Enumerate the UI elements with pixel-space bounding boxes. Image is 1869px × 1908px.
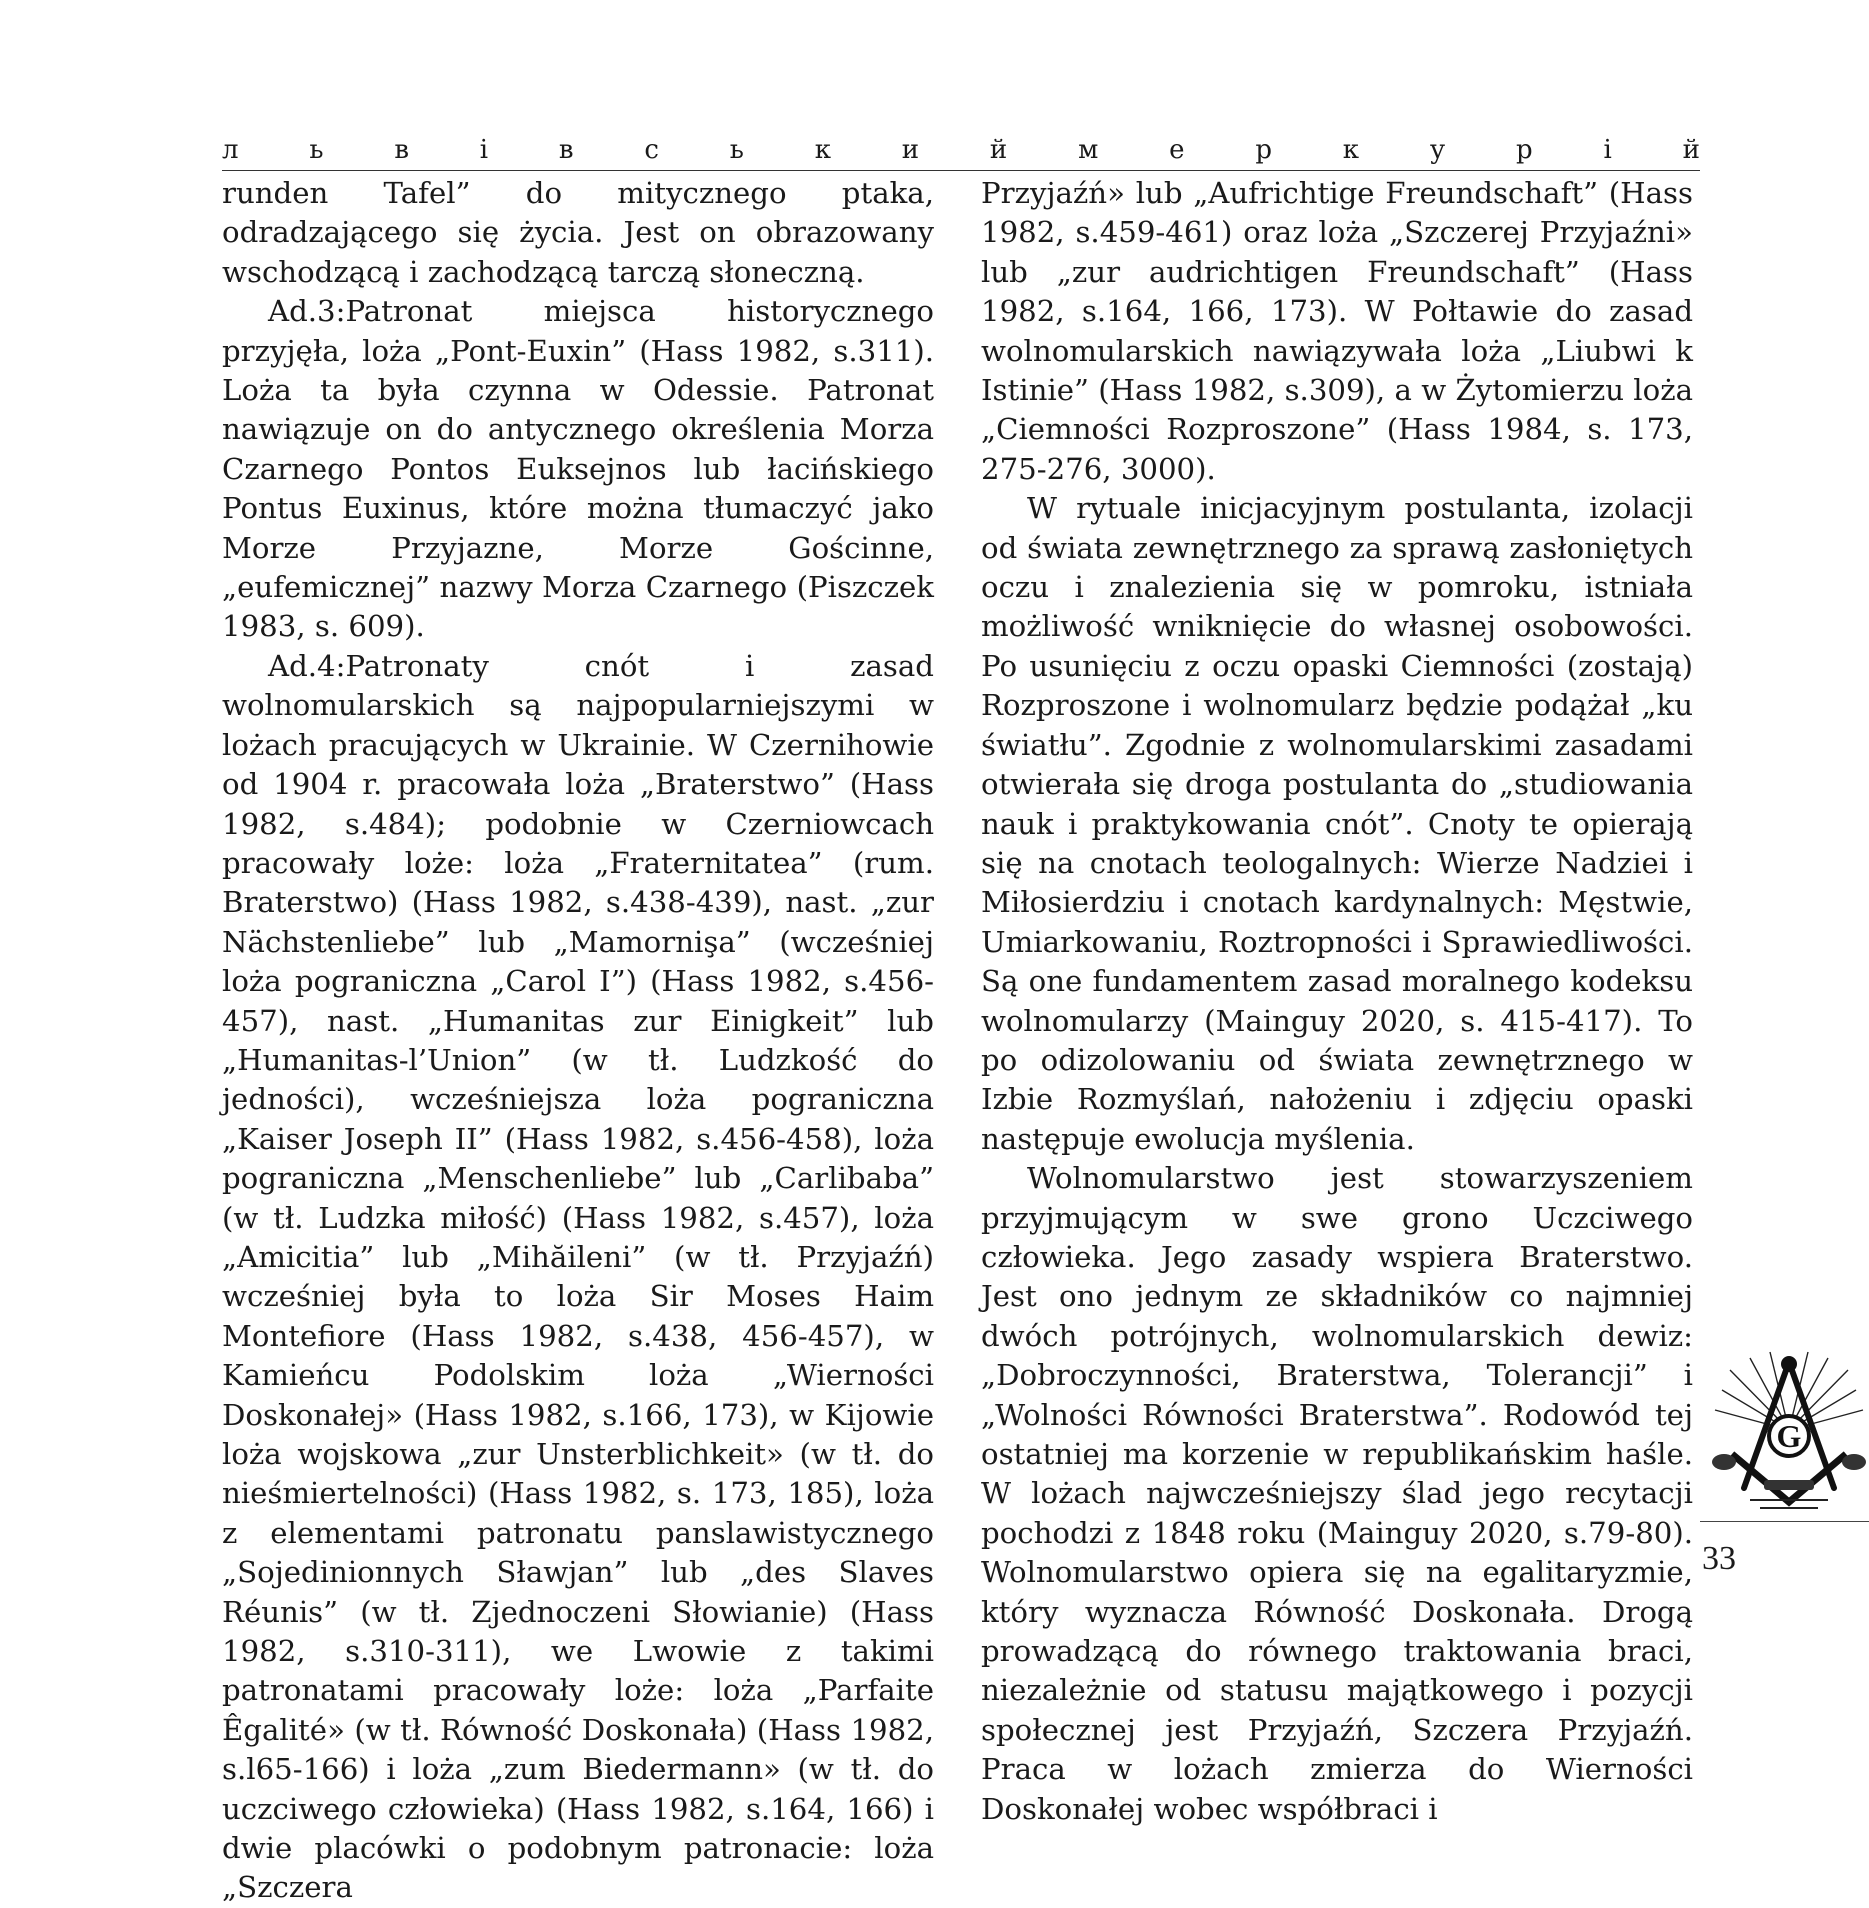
paragraph: Przyjaźń» lub „Aufrichtige Freundschaft” (Hass 1982, s.459-461) oraz loża „Szczerej Przyjaźni» lub „zur audrichtigen Freundschaft” (Hass 1982, s.164, 166, 173). W Połtawie do zasad wolnomularskich nawiązywała loża „Liubwi k Istinie” (Hass 1982, s.309), a w Żytomierzu loża „Ciemności Rozproszone” (Hass 1984, s. 173, 275-276, 3000).	[981, 176, 1693, 486]
paragraph: Wolnomularstwo jest stowarzyszeniem przyjmującym w swe grono Uczciwego człowieka. Jego zasady wspiera Braterstwo. Jest ono jednym ze składników co najmniej dwóch potrójnych, wolnomularskich dewiz: „Dobroczynności, Braterstwa, Tolerancji” i „Wolności Równości Braterstwa”. Rodowód tej ostatniej ma korzenie w republikańskim haśle. W lożach najwcześniejszy ślad jego recytacji pochodzi z 1848 roku (Mainguy 2020, s.79-80). Wolnomularstwo opiera się na egalitaryzmie, który wyznacza Równość Doskonała. Drogą prowadzącą do równego traktowania braci, niezależnie od statusu majątkowego i pozycji społecznej jest Przyjaźń, Szczera Przyjaźń. Praca w lożach zmierza do Wierności Doskonałej wobec współbraci i	[981, 1161, 1693, 1826]
running-head-letter: м	[1078, 135, 1099, 165]
running-head-letter: к	[1342, 135, 1360, 165]
running-head-letter: к	[814, 135, 831, 165]
paragraph: runden Tafel” do mitycznego ptaka, odradzającego się życia. Jest on obrazowany wschodzącą i zachodzącą tarczą słoneczną.	[222, 176, 934, 289]
running-head-letter: в	[394, 135, 409, 165]
running-head-letter: у	[1429, 135, 1446, 165]
running-head-letter: е	[1169, 135, 1185, 165]
running-head-letter: р	[1515, 135, 1533, 165]
running-head-letter: ь	[309, 135, 324, 165]
paragraph: W rytuale inicjacyjnym postulanta, izolacji od świata zewnętrznego za sprawą zasłoniętych oczu i znalezienia się w pomroku, istniała możliwość wniknięcie do własnej osobowości. Po usunięciu z oczu opaski Ciemności (zostają) Rozproszone i wolnomularz będzie podążał „ku światłu”. Zgodnie z wolnomularskimi zasadami otwierała się droga postulanta do „studiowania nauk i praktykowania cnót”. Cnoty te opierają się na cnotach teologalnych: Wierze Nadziei i Miłosierdziu i cnotach kardynalnych: Męstwie, Umiarkowaniu, Roztropności i Sprawiedliwości. Są one fundamentem zasad moralnego kodeksu wolnomularzy (Mainguy 2020, s. 415-417). To po odizolowaniu od świata zewnętrznego w Izbie Rozmyślań, nałożeniu i zdjęciu opaski następuje ewolucja myślenia.	[981, 491, 1693, 1156]
right-column	[981, 174, 1693, 1829]
running-head-letter: і	[479, 135, 489, 165]
left-column	[222, 174, 934, 1908]
running-head-letter: с	[644, 135, 659, 165]
running-head-letter: и	[901, 135, 920, 165]
running-head	[222, 135, 1700, 165]
square-and-compass-emblem-icon	[1710, 1350, 1868, 1515]
running-head-letter: й	[989, 135, 1008, 165]
emblem-letter: G	[1776, 1418, 1802, 1454]
running-head-letter: в	[558, 135, 574, 165]
paragraph: Ad.4:Patronaty cnót i zasad wolnomularskich są najpopularniejszymi w lożach pracujących w Ukrainie. W Czernihowie od 1904 r. pracowała loża „Braterstwo” (Hass 1982, s.484); podobnie w Czerniowcach pracowały loże: loża „Fraternitatea” (rum. Braterstwo) (Hass 1982, s.438-439), nast. „zur Nächstenliebe” lub „Mamornişa” (wcześniej loża pograniczna „Carol I”) (Hass 1982, s.456-457), nast. „Humanitas zur Einigkeit” lub „Humanitas-l’Union” (w tł. Ludzkość do jedności), wcześniejsza loża pograniczna „Kaiser Joseph II” (Hass 1982, s.456-458), loża pograniczna „Menschenliebe” lub „Carlibaba” (w tł. Ludzka miłość) (Hass 1982, s.457), loża „Amicitia” lub „Mihăileni” (w tł. Przyjaźń) wcześniej była to loża Sir Moses Haim Montefiore (Hass 1982, s.438, 456-457), w Kamieńcu Podolskim loża „Wierności Doskonałej» (Hass 1982, s.166, 173), w Kijowie loża wojskowa „zur Unsterblichkeit» (w tł. do nieśmiertelności) (Hass 1982, s. 173, 185), loża z elementami patronatu panslawistycznego „Sojedinionnych Sławjan” lub „des Slaves Réunis” (w tł. Zjednoczeni Słowianie) (Hass 1982, s.310-311), we Lwowie z takimi patronatami pracowały loże: loża „Parfaite Êgalité» (w tł. Równość Doskonała) (Hass 1982, s.l65-166) i loża „zum Biedermann» (w tł. do uczciwego człowieka) (Hass 1982, s.164, 166) i dwie placówki o podobnym patronacie: loża „Szczera	[222, 648, 934, 1905]
running-head-letter: л	[222, 135, 239, 165]
running-head-letter: р	[1255, 135, 1272, 165]
running-head-letter: ь	[729, 135, 744, 165]
page-number: 33	[1702, 1540, 1736, 1577]
paragraph: Ad.3:Patronat miejsca historycznego przyjęła, loża „Pont-Euxin” (Hass 1982, s.311). Loża ta była czynna w Odessie. Patronat nawiązuje on do antycznego określenia Morza Czarnego Pontos Euksejnos lub łacińskiego Pontus Euxinus, które można tłumaczyć jako Morze Przyjazne, Morze Gościnne, „eufemicznej” nazwy Morza Czarnego (Piszczek 1983, s. 609).	[222, 294, 934, 644]
running-head-letter: й	[1682, 135, 1700, 165]
running-head-letter: і	[1603, 135, 1612, 165]
running-head-rule	[222, 170, 1700, 171]
emblem-rule	[1700, 1521, 1869, 1522]
